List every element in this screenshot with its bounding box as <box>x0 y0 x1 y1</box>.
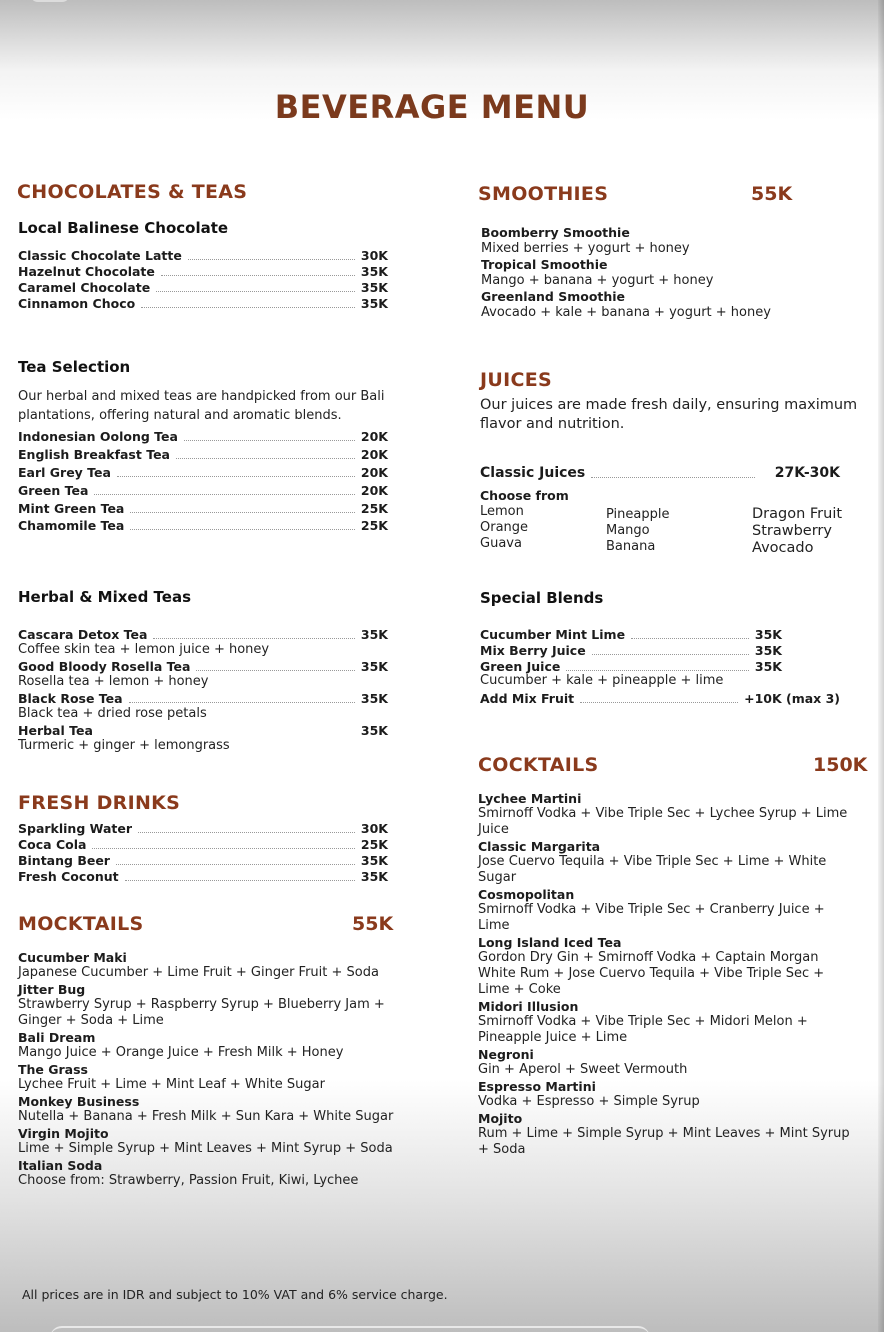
cocktail-name: Midori Illusion <box>478 999 579 1014</box>
leader-dots <box>129 702 355 703</box>
smoothie-name: Greenland Smoothie <box>481 289 626 304</box>
menu-row <box>18 835 388 852</box>
bottom-edge-decoration <box>50 1326 650 1332</box>
item-price: 35K <box>360 296 388 311</box>
item-name: Cucumber Mint Lime <box>480 627 626 642</box>
fruit-option: Banana <box>606 539 656 554</box>
menu-row <box>18 721 388 738</box>
item-name: Mix Berry Juice <box>480 643 586 658</box>
item-price: 35K <box>360 627 388 642</box>
green-juice-description: Cucumber + kale + pineapple + lime <box>480 673 724 688</box>
item-price: 20K <box>360 483 388 498</box>
leader-dots <box>161 275 355 276</box>
item-description: Coffee skin tea + lemon juice + honey <box>18 642 270 657</box>
local-chocolate-heading: Local Balinese Chocolate <box>18 219 229 237</box>
cocktail-description: Vodka + Espresso + Simple Syrup <box>478 1094 700 1109</box>
item-name: Indonesian Oolong Tea <box>18 429 178 444</box>
menu-row <box>18 246 388 263</box>
cocktail-description: Smirnoff Vodka + Vibe Triple Sec + Midori Melon + Pineapple Juice + Lime <box>478 1014 808 1045</box>
menu-row <box>18 625 388 642</box>
mocktail-description: Strawberry Syrup + Raspberry Syrup + Blueberry Jam + Ginger + Soda + Lime <box>18 997 385 1028</box>
mocktail-name: Cucumber Maki <box>18 950 127 965</box>
cocktails-heading: COCKTAILS <box>478 754 599 776</box>
mocktails-price: 55K <box>352 913 394 935</box>
menu-row <box>18 262 388 279</box>
menu-row <box>18 516 388 533</box>
menu-row <box>18 819 388 836</box>
choose-from-label: Choose from <box>480 488 569 503</box>
item-price: 35K <box>360 853 388 868</box>
leader-dots <box>566 670 749 671</box>
item-price: 35K <box>754 659 782 674</box>
leader-dots <box>188 259 355 260</box>
leader-dots <box>94 494 354 495</box>
item-price: 27K-30K <box>774 465 840 481</box>
item-price: 20K <box>360 429 388 444</box>
item-description: Rosella tea + lemon + honey <box>18 674 209 689</box>
item-name: Sparkling Water <box>18 821 133 836</box>
leader-dots <box>592 654 749 655</box>
mocktail-description: Lime + Simple Syrup + Mint Leaves + Mint Syrup + Soda <box>18 1141 393 1156</box>
item-name: Add Mix Fruit <box>480 691 575 706</box>
menu-row <box>18 689 388 706</box>
item-name: Green Tea <box>18 483 89 498</box>
item-price: 30K <box>360 821 388 836</box>
item-description: Turmeric + ginger + lemongrass <box>18 738 230 753</box>
cocktail-description: Smirnoff Vodka + Vibe Triple Sec + Lychee Syrup + Lime Juice <box>478 806 848 837</box>
leader-dots <box>116 864 355 865</box>
mocktail-description: Japanese Cucumber + Lime Fruit + Ginger Fruit + Soda <box>18 965 379 980</box>
item-name: Chamomile Tea <box>18 518 125 533</box>
fruit-option: Lemon <box>480 504 524 519</box>
fruit-option: Avocado <box>752 540 814 556</box>
item-name: Caramel Chocolate <box>18 280 151 295</box>
item-price: 25K <box>360 501 388 516</box>
menu-row <box>18 278 388 295</box>
fresh-drinks-heading: FRESH DRINKS <box>18 792 181 814</box>
item-name: Classic Juices <box>480 465 586 481</box>
item-name: Cinnamon Choco <box>18 296 136 311</box>
item-price: 25K <box>360 837 388 852</box>
fruit-option: Mango <box>606 523 650 538</box>
cocktail-name: Long Island Iced Tea <box>478 935 622 950</box>
leader-dots <box>141 307 355 308</box>
leader-dots <box>156 291 355 292</box>
item-name: Hazelnut Chocolate <box>18 264 155 279</box>
item-name: English Breakfast Tea <box>18 447 170 462</box>
item-name: Herbal Tea <box>18 723 93 738</box>
smoothie-description: Mixed berries + yogurt + honey <box>481 241 690 256</box>
menu-row <box>18 851 388 868</box>
leader-dots <box>153 638 354 639</box>
menu-row <box>18 481 388 498</box>
cocktail-name: Negroni <box>478 1047 534 1062</box>
cocktail-name: Cosmopolitan <box>478 887 575 902</box>
menu-row <box>18 445 388 462</box>
item-price: 35K <box>360 264 388 279</box>
menu-row <box>18 499 388 516</box>
item-name: Black Rose Tea <box>18 691 123 706</box>
mocktail-description: Nutella + Banana + Fresh Milk + Sun Kara + White Sugar <box>18 1109 394 1124</box>
item-price: 20K <box>360 465 388 480</box>
menu-row <box>480 689 840 706</box>
item-name: Mint Green Tea <box>18 501 125 516</box>
page-edge-shadow <box>878 0 884 1332</box>
chocolates-teas-heading: CHOCOLATES & TEAS <box>17 181 248 203</box>
cocktail-description: Smirnoff Vodka + Vibe Triple Sec + Cranberry Juice + Lime <box>478 902 825 933</box>
leader-dots <box>138 832 355 833</box>
leader-dots <box>125 880 355 881</box>
item-price: 25K <box>360 518 388 533</box>
menu-row <box>480 641 782 658</box>
leader-dots <box>580 702 738 703</box>
leader-dots <box>99 734 355 735</box>
smoothies-price: 55K <box>751 183 793 205</box>
leader-dots <box>176 458 355 459</box>
cocktail-name: Mojito <box>478 1111 523 1126</box>
page-title: BEVERAGE MENU <box>274 88 590 126</box>
menu-row <box>480 625 782 642</box>
footer-note: All prices are in IDR and subject to 10% VAT and 6% service charge. <box>22 1287 448 1302</box>
item-price: +10K (max 3) <box>744 691 840 706</box>
fruit-option: Pineapple <box>606 507 670 522</box>
menu-row <box>18 867 388 884</box>
mocktail-name: The Grass <box>18 1062 88 1077</box>
item-name: Bintang Beer <box>18 853 110 868</box>
menu-row <box>18 427 388 444</box>
leader-dots <box>117 476 355 477</box>
item-name: Coca Cola <box>18 837 87 852</box>
item-price: 35K <box>754 643 782 658</box>
menu-row <box>18 463 388 480</box>
item-name: Earl Grey Tea <box>18 465 111 480</box>
item-name: Fresh Coconut <box>18 869 119 884</box>
smoothie-description: Mango + banana + yogurt + honey <box>481 273 714 288</box>
item-price: 20K <box>360 447 388 462</box>
mocktail-description: Choose from: Strawberry, Passion Fruit, Kiwi, Lychee <box>18 1173 359 1188</box>
item-name: Green Juice <box>480 659 561 674</box>
item-price: 35K <box>360 659 388 674</box>
fruit-option: Strawberry <box>752 523 832 539</box>
leader-dots <box>591 477 754 478</box>
item-price: 35K <box>360 869 388 884</box>
cocktail-description: Rum + Lime + Simple Syrup + Mint Leaves + Mint Syrup + Soda <box>478 1126 850 1157</box>
juices-intro: Our juices are made fresh daily, ensuring maximum flavor and nutrition. <box>480 397 858 432</box>
leader-dots <box>631 638 749 639</box>
mocktails-heading: MOCKTAILS <box>18 913 144 935</box>
cocktails-price: 150K <box>813 754 868 776</box>
special-blends-heading: Special Blends <box>480 589 604 607</box>
item-name: Cascara Detox Tea <box>18 627 148 642</box>
mocktail-name: Bali Dream <box>18 1030 96 1045</box>
item-price: 35K <box>360 723 388 738</box>
menu-row <box>480 657 782 674</box>
leader-dots <box>130 529 355 530</box>
smoothies-heading: SMOOTHIES <box>478 183 609 205</box>
fruit-option: Orange <box>480 520 529 535</box>
top-edge-decoration <box>30 0 70 2</box>
smoothie-name: Tropical Smoothie <box>481 257 608 272</box>
tea-intro: Our herbal and mixed teas are handpicked from our Bali plantations, offering natural and aromatic blends. <box>18 389 385 423</box>
leader-dots <box>184 440 355 441</box>
cocktail-name: Espresso Martini <box>478 1079 596 1094</box>
mocktail-name: Monkey Business <box>18 1094 140 1109</box>
mocktail-description: Lychee Fruit + Lime + Mint Leaf + White Sugar <box>18 1077 325 1092</box>
mocktail-name: Virgin Mojito <box>18 1126 109 1141</box>
herbal-mixed-heading: Herbal & Mixed Teas <box>18 588 191 606</box>
menu-row <box>18 657 388 674</box>
leader-dots <box>92 848 354 849</box>
leader-dots <box>130 512 355 513</box>
fruit-option: Guava <box>480 536 522 551</box>
cocktail-name: Lychee Martini <box>478 791 582 806</box>
item-price: 35K <box>754 627 782 642</box>
mocktail-name: Jitter Bug <box>18 982 86 997</box>
item-price: 35K <box>360 280 388 295</box>
cocktail-description: Gordon Dry Gin + Smirnoff Vodka + Captain Morgan White Rum + Jose Cuervo Tequila + Vibe Triple Sec + Lime + Coke <box>478 950 825 997</box>
item-name: Good Bloody Rosella Tea <box>18 659 191 674</box>
mocktail-description: Mango Juice + Orange Juice + Fresh Milk + Honey <box>18 1045 344 1060</box>
cocktail-name: Classic Margarita <box>478 839 601 854</box>
mocktail-name: Italian Soda <box>18 1158 103 1173</box>
item-price: 30K <box>360 248 388 263</box>
item-price: 35K <box>360 691 388 706</box>
fruit-option: Dragon Fruit <box>752 506 843 522</box>
item-description: Black tea + dried rose petals <box>18 706 207 721</box>
tea-selection-heading: Tea Selection <box>18 358 131 376</box>
item-name: Classic Chocolate Latte <box>18 248 182 263</box>
smoothie-description: Avocado + kale + banana + yogurt + honey <box>481 305 771 320</box>
classic-juices-row <box>480 462 840 481</box>
juices-heading: JUICES <box>480 369 552 391</box>
smoothie-name: Boomberry Smoothie <box>481 225 630 240</box>
cocktail-description: Jose Cuervo Tequila + Vibe Triple Sec + Lime + White Sugar <box>478 854 827 885</box>
cocktail-description: Gin + Aperol + Sweet Vermouth <box>478 1062 688 1077</box>
menu-row <box>18 294 388 311</box>
leader-dots <box>196 670 354 671</box>
